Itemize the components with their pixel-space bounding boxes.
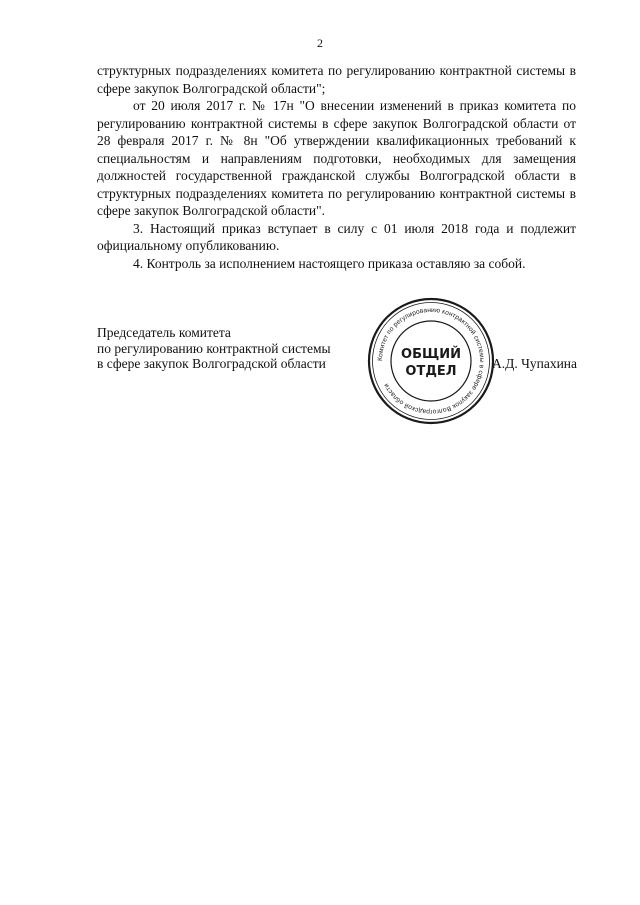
- stamp-center-line-1: ОБЩИЙ: [401, 347, 461, 362]
- page-number: 2: [317, 36, 323, 50]
- stamp-center-line-2: ОТДЕЛ: [405, 364, 457, 379]
- signer-name: А.Д. Чупахина: [492, 356, 578, 371]
- signature-position-line-3: в сфере закупок Волгоградской области: [97, 356, 326, 371]
- signature-position: [97, 325, 331, 372]
- official-stamp: [366, 296, 496, 426]
- paragraph-4: 4. Контроль за исполнением настоящего приказа оставляю за собой.: [133, 255, 526, 271]
- paragraph-1: структурных подразделениях комитета по регулированию контрактной системы в сфере закупок Волгоградской области";: [97, 63, 576, 96]
- paragraph-3: 3. Настоящий приказ вступает в силу с 01 июля 2018 года и подлежит официальному опубликованию.: [97, 220, 576, 253]
- signature-position-line-1: Председатель комитета: [97, 325, 231, 340]
- signature-position-line-2: по регулированию контрактной системы: [97, 340, 331, 356]
- stamp-ring-text: Комитет по регулированию контрактной системы в сфере закупок Волгоградской области: [376, 306, 486, 416]
- document-body: [97, 62, 576, 272]
- paragraph-2: от 20 июля 2017 г. № 17н "О внесении изменений в приказ комитета по регулированию контрактной системы в сфере закупок Волгоградской области от 28 февраля 2017 г. № 8н "Об утверждении квалификационных требований к специальностям и направлениям подготовки, необходимых для замещения должностей государственной гражданской службы Волгоградской области в структурных подразделениях комитета по регулированию контрактной системы в сфере закупок Волгоградской области".: [97, 98, 576, 218]
